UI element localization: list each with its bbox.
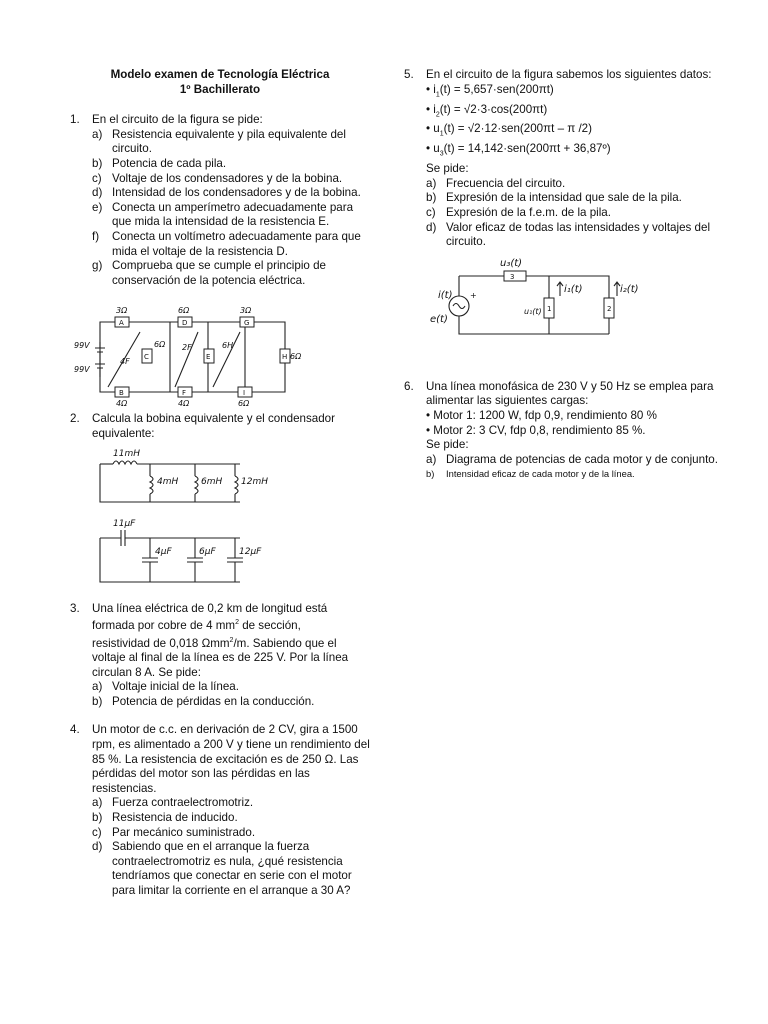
q5-item-label: b) xyxy=(426,191,437,205)
q2-text: Calcula la bobina equivalente y el condensador equivalente: xyxy=(92,412,335,440)
q1-item-label: f) xyxy=(92,229,100,243)
q1-item-text: Comprueba que se cumple el principio de conservación de la potencia eléctrica. xyxy=(112,259,326,287)
label-b: B xyxy=(119,389,124,398)
q1-item-label: c) xyxy=(92,171,102,185)
label-r3: 3 xyxy=(510,272,515,281)
q2-inductor-figure xyxy=(95,446,295,508)
q3-line: de sección, xyxy=(238,618,301,632)
value-ri: 6Ω xyxy=(238,399,250,409)
value-rd: 6Ω xyxy=(178,306,190,316)
q1-item-label: b) xyxy=(92,156,103,170)
label-i1: i₁(t) xyxy=(564,283,583,295)
q1-item-text: Voltaje de los condensadores y de la bobina. xyxy=(112,171,343,185)
right-column xyxy=(404,68,724,482)
q1-item-text: Potencia de cada pila. xyxy=(112,156,227,170)
value-c1: 4F xyxy=(120,357,130,367)
q5-data-item: • $u_1(t) = √2\cdot 12\cdot sen(200\pi t - \pi$ /2) xyxy=(426,122,592,138)
q1-text: En el circuito de la figura se pide: xyxy=(92,113,263,127)
label-h: H xyxy=(282,353,288,362)
q5-data-item: • $i_2(t) = √2\cdot 3\cdot\cos(200\pi t)$ xyxy=(426,102,548,118)
q4-item-text: Par mecánico suministrado. xyxy=(112,825,256,839)
page-title: Modelo examen de Tecnología Eléctrica xyxy=(110,68,330,81)
q6-bullet: • Motor 2: 3 CV, fdp 0,8, rendimiento 85 %. xyxy=(426,423,646,437)
q5-text: En el circuito de la figura sabemos los siguientes datos: xyxy=(426,68,712,81)
label-a: A xyxy=(119,319,124,328)
question-6 xyxy=(404,380,724,482)
question-3 xyxy=(70,602,370,710)
value-rh: 6Ω xyxy=(290,352,302,362)
q3-line: voltaje al final de la línea es de 225 V. Por la línea xyxy=(92,651,349,664)
value-l0: 11mH xyxy=(113,448,140,459)
q4-item-label: c) xyxy=(92,825,102,839)
label-c: C xyxy=(144,353,149,362)
q3-line: Una línea eléctrica de 0,2 km de longitud está xyxy=(92,601,328,615)
question-5 xyxy=(404,68,724,250)
q4-item-label: d) xyxy=(92,840,103,854)
q4-number: 4. xyxy=(70,723,80,737)
label-r1: 1 xyxy=(547,304,552,313)
value-rf: 4Ω xyxy=(178,399,190,409)
q2-number: 2. xyxy=(70,412,80,426)
label-d: D xyxy=(182,319,188,328)
q5-item-text: Valor eficaz de todas las intensidades y voltajes del circuito. xyxy=(446,220,711,249)
value-c2: 2F xyxy=(182,343,192,353)
q6-se-pide: Se pide: xyxy=(426,438,469,452)
q3-line: /m. Sabiendo que el xyxy=(233,636,337,650)
value-ra: 3Ω xyxy=(116,306,128,316)
q5-item-label: d) xyxy=(426,220,437,234)
resistor-3 xyxy=(504,271,526,281)
page-subtitle: 1º Bachillerato xyxy=(179,82,261,96)
question-2 xyxy=(70,412,370,441)
label-e: e(t) xyxy=(430,313,448,325)
q4-item-text: Sabiendo que en el arranque la fuerza contraelectromotriz es nula, ¿qué resistencia tendríamos que conectar en serie con el motor para limitar la corriente en el arranque a 30 A? xyxy=(112,840,352,897)
q4-item-text: Resistencia de inducido. xyxy=(112,810,238,824)
q1-circuit-figure xyxy=(70,302,302,409)
left-column xyxy=(70,68,370,899)
value-rg: 3Ω xyxy=(240,306,252,316)
q3-line: formada por cobre de 4 mm xyxy=(92,618,236,632)
value-rc: 6Ω xyxy=(154,340,166,350)
label-r2: 2 xyxy=(607,304,612,313)
q6-number: 6. xyxy=(404,379,414,393)
value-l3: 12mH xyxy=(241,476,268,487)
label-u3: u₃(t) xyxy=(500,257,523,269)
value-c0: 11μF xyxy=(113,518,136,529)
q4-item-label: b) xyxy=(92,810,103,824)
question-1 xyxy=(70,113,370,288)
q5-number: 5. xyxy=(404,68,414,81)
q3-sup: 2 xyxy=(229,636,234,644)
q3-line: circulan 8 A. Se pide: xyxy=(92,665,201,679)
label-f: F xyxy=(182,389,187,398)
q5-item-text: Expresión de la intensidad que sale de la pila. xyxy=(446,191,682,205)
question-4 xyxy=(70,723,370,898)
value-v2: 99V xyxy=(74,365,90,375)
q1-item-text: Conecta un voltímetro adecuadamente para que mida el voltaje de la resistencia D. xyxy=(112,229,361,258)
q5-item-label: a) xyxy=(426,176,437,190)
q1-item-label: a) xyxy=(92,127,103,141)
value-rb: 4Ω xyxy=(116,399,128,409)
q5-circuit-figure xyxy=(404,256,639,356)
q4-item-label: a) xyxy=(92,796,103,810)
q3-line: resistividad de 0,018 Ωmm xyxy=(92,636,230,650)
value-cap3: 12μF xyxy=(239,546,262,557)
q4-item-text: Fuerza contraelectromotriz. xyxy=(112,796,254,810)
value-cap2: 6μF xyxy=(199,546,216,557)
q2-capacitor-figure xyxy=(95,516,295,588)
label-g: G xyxy=(244,319,250,328)
q3-item-label: b) xyxy=(92,694,103,708)
q1-item-label: g) xyxy=(92,259,103,273)
q3-item-text: Potencia de pérdidas en la conducción. xyxy=(112,694,315,708)
q3-item-label: a) xyxy=(92,680,103,694)
q1-item-label: e) xyxy=(92,200,103,214)
q5-data-item: • $i_1(t) = 5,657\cdot sen(200\pi t)$ xyxy=(426,82,554,98)
q1-item-text: Conecta un amperímetro adecuadamente para que mida la intensidad de la resistencia E. xyxy=(112,200,354,229)
q5-item-text: Frecuencia del circuito. xyxy=(446,176,566,190)
label-i: i(t) xyxy=(438,289,453,301)
label-i2: i₂(t) xyxy=(620,283,639,295)
q6-bullet: • Motor 1: 1200 W, fdp 0,9, rendimiento 80 % xyxy=(426,408,657,422)
label-u1: u₁(t) xyxy=(524,306,542,316)
label-plus: + xyxy=(470,290,477,300)
label-i: I xyxy=(243,389,246,398)
value-l2: 6mH xyxy=(201,476,223,487)
q1-item-label: d) xyxy=(92,186,103,200)
q3-item-text: Voltaje inicial de la línea. xyxy=(112,680,239,694)
q1-number: 1. xyxy=(70,113,80,127)
value-l: 6H xyxy=(222,341,234,351)
label-e: E xyxy=(206,353,211,362)
q4-text: Un motor de c.c. en derivación de 2 CV, gira a 1500 rpm, es alimentado a 200 V y tiene un rendimiento del 85 %. La resistencia de excitación es de 250 Ω. Las pérdidas del motor son las pérdidas en las resistencias. xyxy=(92,723,370,795)
q5-se-pide: Se pide: xyxy=(426,162,469,176)
value-v1: 99V xyxy=(74,341,90,351)
q5-item-label: c) xyxy=(426,206,436,219)
q5-item-text: Expresión de la f.e.m. de la pila. xyxy=(446,206,611,219)
q6-text: Una línea monofásica de 230 V y 50 Hz se emplea para alimentar las siguientes cargas: xyxy=(426,379,714,408)
q6-item-text: Intensidad eficaz de cada motor y de la línea. xyxy=(446,468,635,480)
value-cap1: 4μF xyxy=(155,546,172,557)
value-l1: 4mH xyxy=(157,476,179,487)
q3-text xyxy=(92,602,370,681)
q6-item-label: b) xyxy=(426,468,435,480)
q6-item-text: Diagrama de potencias de cada motor y de conjunto. xyxy=(446,452,718,466)
q1-item-text: Intensidad de los condensadores y de la bobina. xyxy=(112,186,361,200)
q3-sup: 2 xyxy=(235,619,239,627)
q6-item-label: a) xyxy=(426,452,437,466)
q1-item-text: Resistencia equivalente y pila equivalente del circuito. xyxy=(112,127,346,156)
q3-number: 3. xyxy=(70,601,80,615)
q5-data-item: • $u_3(t) = 14,142\cdot sen(200\pi t$ + 36,87º) xyxy=(426,142,611,158)
